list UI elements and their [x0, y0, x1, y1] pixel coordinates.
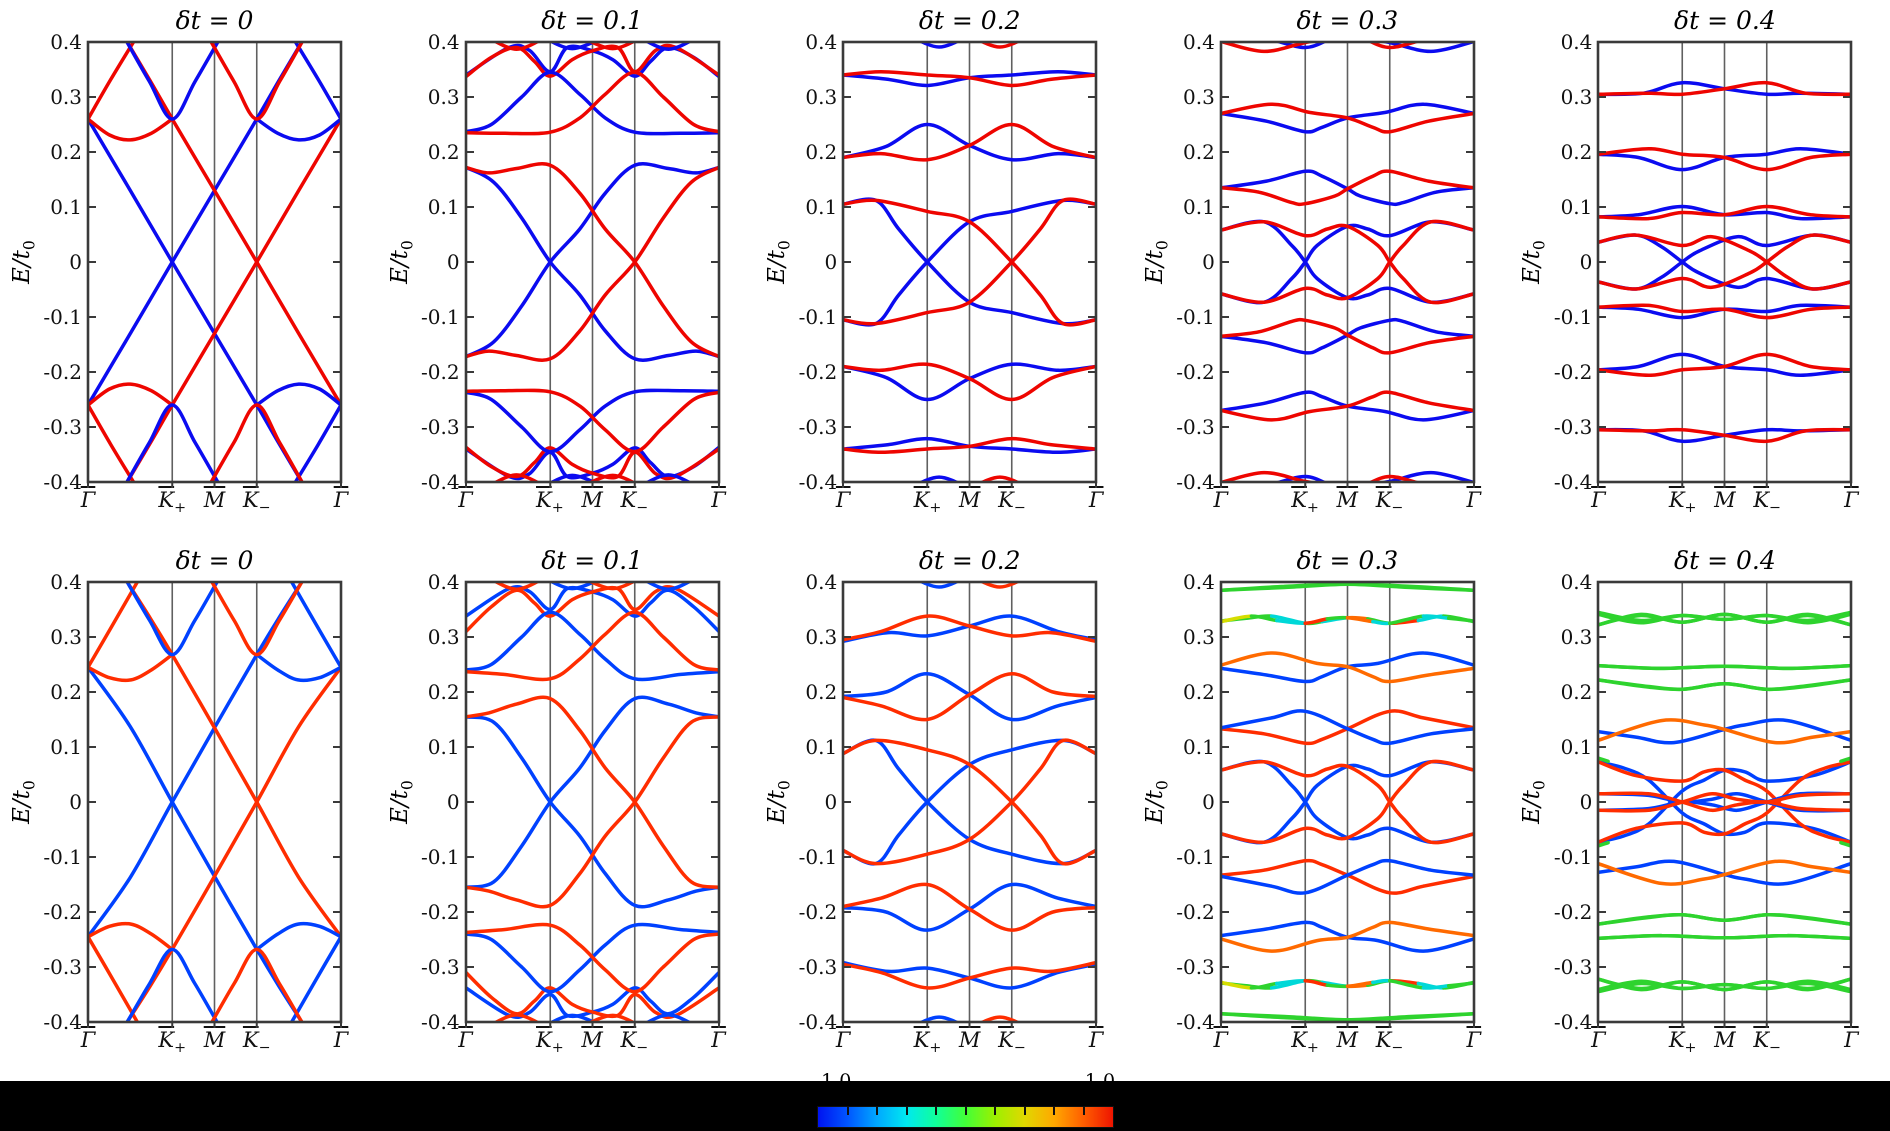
y-tick-label: -0.4 — [798, 1010, 838, 1034]
y-tick-label: -0.2 — [1176, 360, 1215, 384]
band-plot — [1595, 39, 1854, 493]
y-tick-label: -0.2 — [421, 360, 460, 384]
y-tick-label: -0.1 — [1553, 305, 1593, 329]
x-tick-label: $\overline{K}_+$ — [158, 1028, 187, 1057]
y-tick-label: 0.2 — [427, 140, 460, 164]
y-tick-label: -0.3 — [421, 955, 460, 979]
y-tick-label: 0.3 — [50, 85, 82, 109]
y-tick-label: -0.1 — [43, 845, 82, 869]
x-tick-label: $\overline{\Gamma}$ — [1213, 1028, 1229, 1052]
y-tick-label: 0.1 — [805, 735, 838, 759]
y-axis-label: $E/t_0$ — [9, 240, 39, 284]
y-tick-label: 0.3 — [805, 625, 838, 649]
y-tick-label: -0.4 — [1176, 470, 1215, 494]
y-tick-label: 0.2 — [805, 140, 838, 164]
band-segment — [1327, 985, 1347, 986]
y-tick-label: -0.2 — [421, 900, 460, 924]
y-axis-label: $E/t_0$ — [764, 240, 794, 284]
y-tick-label: -0.4 — [43, 470, 82, 494]
y-tick-label: -0.4 — [1176, 1010, 1215, 1034]
x-tick-label: $\overline{\Gamma}$ — [80, 1028, 96, 1052]
x-tick-label: $\overline{K}_-$ — [242, 1028, 271, 1057]
y-axis-label: $E/t_0$ — [1141, 240, 1172, 284]
y-tick-label: -0.3 — [1176, 955, 1215, 979]
y-tick-label: -0.2 — [1553, 360, 1593, 384]
x-tick-label: $\overline{\Gamma}$ — [1088, 1028, 1104, 1052]
y-tick-label: 0.2 — [805, 680, 838, 704]
y-tick-label: 0.2 — [427, 680, 460, 704]
band — [88, 384, 172, 405]
y-tick-label: -0.2 — [1176, 900, 1215, 924]
y-tick-label: -0.4 — [1553, 1010, 1593, 1034]
band-segment — [1327, 618, 1347, 619]
x-tick-label: $\overline{K}_+$ — [1291, 488, 1319, 517]
y-tick-label: -0.1 — [1176, 845, 1215, 869]
x-tick-label: $\overline{K}_-$ — [1375, 1028, 1404, 1057]
x-tick-label: $\overline{\Gamma}$ — [711, 1028, 726, 1052]
y-tick-label: -0.1 — [798, 845, 838, 869]
x-tick-label: $\overline{\Gamma}$ — [333, 1028, 349, 1052]
band — [296, 42, 342, 119]
y-tick-label: -0.3 — [1553, 415, 1593, 439]
band — [88, 924, 172, 950]
band — [127, 42, 341, 405]
x-tick-label: $\overline{K}_-$ — [1753, 1028, 1781, 1057]
y-tick-label: -0.4 — [1553, 470, 1593, 494]
band-plot — [1218, 579, 1477, 1033]
x-tick-label: $\overline{M}$ — [958, 488, 981, 512]
y-tick-label: 0 — [824, 790, 838, 814]
band — [292, 582, 341, 667]
band — [88, 582, 137, 667]
band-segment — [1448, 983, 1473, 986]
x-tick-label: $\overline{\Gamma}$ — [1591, 488, 1606, 512]
x-tick-label: $\overline{M}$ — [1714, 488, 1736, 512]
y-tick-label: -0.1 — [1553, 845, 1593, 869]
panel-title: δt = 0 — [175, 6, 254, 35]
y-axis-label: $E/t_0$ — [764, 780, 794, 824]
x-tick-label: $\overline{\Gamma}$ — [711, 488, 726, 512]
y-tick-label: 0.3 — [805, 85, 838, 109]
colorbar-tick — [876, 1107, 878, 1115]
x-tick-label: $\overline{M}$ — [581, 488, 603, 512]
y-tick-label: 0.4 — [805, 30, 838, 54]
panel-title: δt = 0.4 — [1674, 6, 1776, 35]
y-tick-label: 0.2 — [1182, 140, 1215, 164]
band — [257, 924, 341, 950]
y-tick-label: 0.3 — [50, 625, 82, 649]
y-tick-label: -0.1 — [43, 305, 82, 329]
x-tick-label: $\overline{M}$ — [958, 1028, 981, 1052]
band — [88, 655, 172, 681]
x-tick-label: $\overline{\Gamma}$ — [1088, 488, 1104, 512]
panel-title: δt = 0.3 — [1296, 546, 1399, 575]
y-tick-label: 0 — [1202, 250, 1215, 274]
band — [292, 937, 341, 1022]
y-tick-label: 0.1 — [427, 735, 460, 759]
y-tick-label: 0 — [1579, 250, 1593, 274]
colorbar-tick — [1053, 1107, 1055, 1115]
y-tick-label: 0.1 — [1182, 195, 1215, 219]
y-tick-label: 0.1 — [1182, 735, 1215, 759]
y-tick-label: 0.1 — [805, 195, 838, 219]
y-tick-label: 0 — [446, 250, 460, 274]
y-tick-label: 0.3 — [1182, 625, 1215, 649]
y-axis-label: $E/t_0$ — [9, 780, 39, 824]
colorbar-jet — [817, 1106, 1114, 1128]
panel-title: δt = 0.1 — [541, 6, 643, 35]
y-axis-label: $E/t_0$ — [1141, 780, 1172, 824]
y-tick-label: 0.3 — [427, 625, 460, 649]
y-tick-label: 0 — [446, 790, 460, 814]
band-plot — [85, 579, 344, 1033]
band-plot — [1218, 39, 1477, 493]
y-tick-label: -0.4 — [43, 1010, 82, 1034]
x-tick-label: $\overline{\Gamma}$ — [458, 488, 473, 512]
y-tick-label: 0.4 — [1560, 570, 1593, 594]
panel-title: δt = 0.2 — [918, 546, 1021, 575]
y-tick-label: -0.2 — [798, 900, 838, 924]
y-tick-label: 0.2 — [1560, 140, 1593, 164]
band-plot — [1595, 579, 1854, 1033]
x-tick-label: $\overline{\Gamma}$ — [1844, 1028, 1859, 1052]
panel-title: δt = 0 — [175, 546, 254, 575]
colorbar-tick — [965, 1107, 967, 1115]
band — [257, 655, 341, 681]
y-tick-label: 0.2 — [50, 680, 82, 704]
band-plot — [463, 39, 722, 493]
x-tick-label: $\overline{K}_+$ — [1668, 488, 1697, 517]
y-tick-label: 0 — [69, 250, 82, 274]
panel-title: δt = 0.3 — [1296, 6, 1399, 35]
colorbar-tick — [994, 1107, 996, 1115]
x-tick-label: $\overline{\Gamma}$ — [1466, 1028, 1482, 1052]
band — [127, 119, 341, 482]
y-tick-label: 0.4 — [1182, 30, 1215, 54]
y-tick-label: 0.1 — [1560, 735, 1593, 759]
x-tick-label: $\overline{K}_-$ — [1375, 488, 1404, 517]
y-tick-label: 0.4 — [427, 30, 460, 54]
y-tick-label: -0.4 — [421, 470, 460, 494]
x-tick-label: $\overline{K}_+$ — [158, 488, 187, 517]
band — [88, 42, 302, 405]
y-tick-label: 0.1 — [50, 195, 82, 219]
colorbar-tick — [935, 1107, 937, 1115]
x-tick-label: $\overline{K}_-$ — [998, 488, 1026, 517]
x-tick-label: $\overline{K}_-$ — [620, 488, 649, 517]
y-tick-label: -0.4 — [421, 1010, 460, 1034]
y-tick-label: 0.1 — [50, 735, 82, 759]
y-tick-label: -0.3 — [798, 955, 838, 979]
panel-title: δt = 0.2 — [918, 6, 1021, 35]
y-axis-label: $E/t_0$ — [1519, 240, 1549, 284]
x-tick-label: $\overline{M}$ — [203, 488, 226, 512]
x-tick-label: $\overline{M}$ — [1714, 1028, 1736, 1052]
y-tick-label: 0 — [1202, 790, 1215, 814]
x-tick-label: $\overline{\Gamma}$ — [1844, 488, 1859, 512]
x-tick-label: $\overline{K}_+$ — [536, 488, 564, 517]
y-tick-label: 0.4 — [805, 570, 838, 594]
x-tick-label: $\overline{\Gamma}$ — [458, 1028, 473, 1052]
x-tick-label: $\overline{K}_-$ — [620, 1028, 649, 1057]
y-tick-label: -0.3 — [1553, 955, 1593, 979]
x-tick-label: $\overline{\Gamma}$ — [333, 488, 349, 512]
y-tick-label: -0.1 — [798, 305, 838, 329]
y-tick-label: -0.3 — [1176, 415, 1215, 439]
y-tick-label: -0.4 — [798, 470, 838, 494]
y-tick-label: 0.2 — [1182, 680, 1215, 704]
y-axis-label: $E/t_0$ — [386, 780, 417, 824]
x-tick-label: $\overline{\Gamma}$ — [80, 488, 96, 512]
band — [88, 119, 172, 140]
y-tick-label: -0.1 — [421, 845, 460, 869]
y-tick-label: 0.4 — [427, 570, 460, 594]
y-tick-label: 0.3 — [427, 85, 460, 109]
x-tick-label: $\overline{K}_+$ — [913, 488, 942, 517]
y-tick-label: -0.2 — [798, 360, 838, 384]
band — [296, 405, 342, 482]
x-tick-label: $\overline{K}_+$ — [1291, 1028, 1319, 1057]
colorbar-tick — [1024, 1107, 1026, 1115]
y-axis-label: $E/t_0$ — [386, 240, 417, 284]
x-tick-label: $\overline{\Gamma}$ — [835, 1028, 851, 1052]
y-tick-label: -0.2 — [43, 900, 82, 924]
y-tick-label: 0 — [824, 250, 838, 274]
y-tick-label: 0.4 — [1182, 570, 1215, 594]
y-axis-label: $E/t_0$ — [1519, 780, 1549, 824]
x-tick-label: $\overline{K}_-$ — [242, 488, 271, 517]
band-plot — [840, 579, 1099, 1033]
x-tick-label: $\overline{\Gamma}$ — [835, 488, 851, 512]
band-plot — [463, 579, 722, 1033]
x-tick-label: $\overline{M}$ — [203, 1028, 226, 1052]
band — [88, 937, 137, 1022]
y-tick-label: -0.3 — [798, 415, 838, 439]
y-tick-label: 0.4 — [50, 30, 82, 54]
y-tick-label: -0.2 — [43, 360, 82, 384]
x-tick-label: $\overline{K}_+$ — [1668, 1028, 1697, 1057]
y-tick-label: 0 — [69, 790, 82, 814]
x-tick-label: $\overline{K}_+$ — [536, 1028, 564, 1057]
colorbar-tick — [1083, 1107, 1085, 1115]
x-tick-label: $\overline{K}_-$ — [1753, 488, 1781, 517]
y-tick-label: 0.2 — [50, 140, 82, 164]
y-tick-label: -0.3 — [43, 415, 82, 439]
band — [88, 42, 134, 119]
x-tick-label: $\overline{M}$ — [1336, 488, 1359, 512]
x-tick-label: $\overline{\Gamma}$ — [1213, 488, 1229, 512]
y-tick-label: 0.1 — [427, 195, 460, 219]
y-tick-label: -0.2 — [1553, 900, 1593, 924]
y-tick-label: 0.3 — [1182, 85, 1215, 109]
x-tick-label: $\overline{M}$ — [1336, 1028, 1359, 1052]
x-tick-label: $\overline{K}_+$ — [913, 1028, 942, 1057]
x-tick-label: $\overline{M}$ — [581, 1028, 603, 1052]
y-tick-label: 0 — [1579, 790, 1593, 814]
y-tick-label: 0.4 — [1560, 30, 1593, 54]
x-tick-label: $\overline{\Gamma}$ — [1591, 1028, 1606, 1052]
band-segment — [1448, 618, 1473, 621]
band-segment — [1373, 622, 1390, 624]
band-segment — [1373, 980, 1390, 982]
band — [88, 405, 134, 482]
y-tick-label: 0.1 — [1560, 195, 1593, 219]
y-tick-label: -0.3 — [421, 415, 460, 439]
band — [257, 384, 341, 405]
panel-title: δt = 0.1 — [541, 546, 643, 575]
band — [257, 119, 341, 140]
y-tick-label: -0.1 — [1176, 305, 1215, 329]
y-tick-label: -0.3 — [43, 955, 82, 979]
x-tick-label: $\overline{\Gamma}$ — [1466, 488, 1482, 512]
y-tick-label: -0.1 — [421, 305, 460, 329]
band-plot — [840, 39, 1099, 493]
y-tick-label: 0.3 — [1560, 625, 1593, 649]
band-plot — [85, 39, 344, 493]
band — [88, 119, 302, 482]
colorbar-tick — [847, 1107, 849, 1115]
panel-title: δt = 0.4 — [1674, 546, 1776, 575]
colorbar-tick — [906, 1107, 908, 1115]
y-tick-label: 0.2 — [1560, 680, 1593, 704]
x-tick-label: $\overline{K}_-$ — [998, 1028, 1026, 1057]
y-tick-label: 0.4 — [50, 570, 82, 594]
y-tick-label: 0.3 — [1560, 85, 1593, 109]
